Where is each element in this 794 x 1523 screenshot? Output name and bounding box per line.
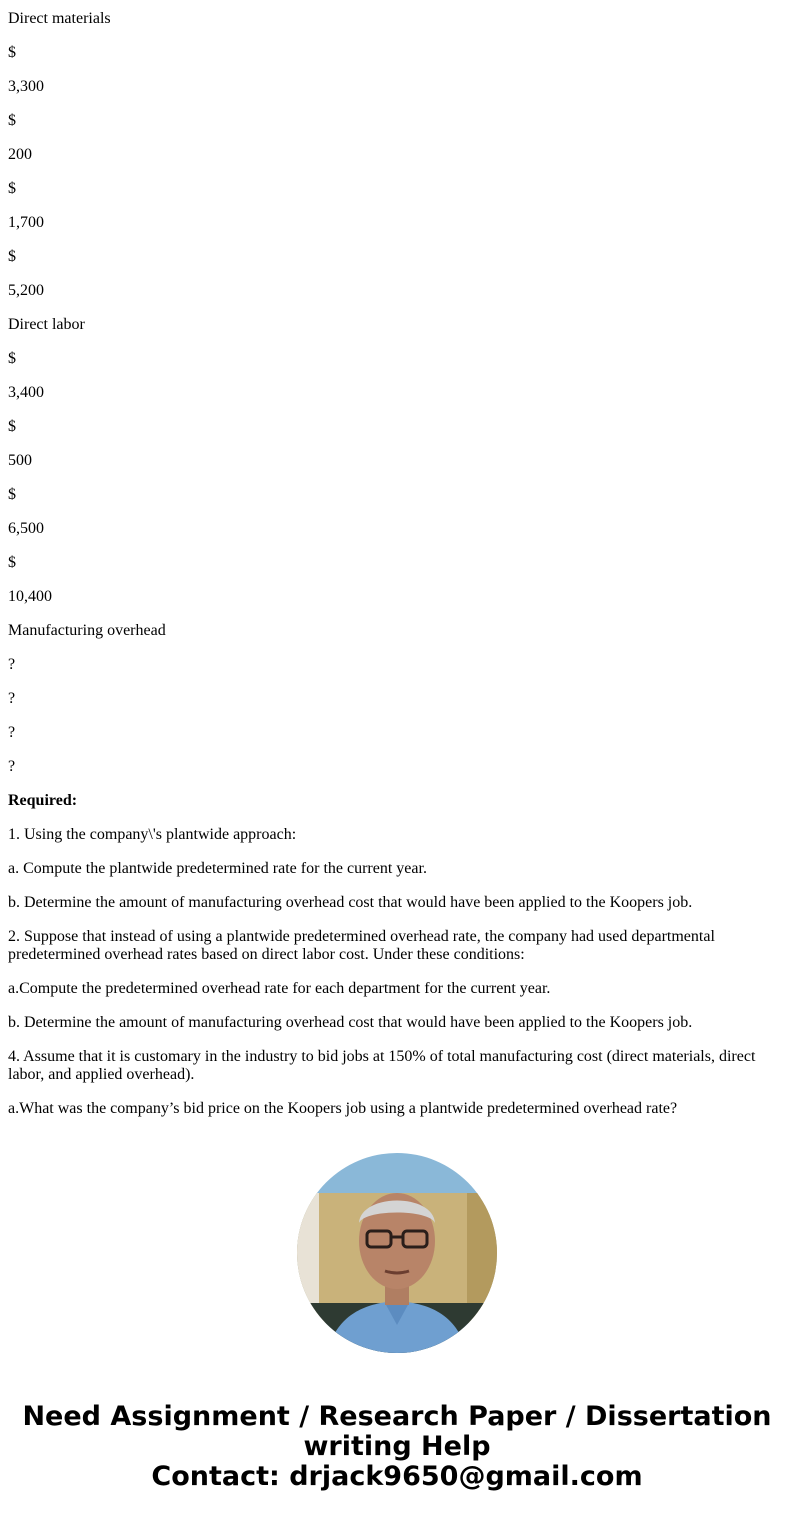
table-cell: 5,200 xyxy=(8,282,44,299)
question-item: a.What was the company’s bid price on the Koopers job using a plantwide predetermined overhead rate? xyxy=(8,1100,678,1117)
table-cell: ? xyxy=(8,724,16,741)
promo-banner xyxy=(0,1402,794,1492)
currency-symbol: $ xyxy=(8,112,16,129)
currency-symbol: $ xyxy=(8,418,16,435)
avatar-portrait-image xyxy=(297,1153,497,1353)
table-cell: 10,400 xyxy=(8,588,52,605)
currency-symbol: $ xyxy=(8,44,16,61)
required-heading: Required: xyxy=(8,792,78,809)
table-cell: ? xyxy=(8,758,16,775)
table-cell: 3,300 xyxy=(8,78,44,95)
currency-symbol: $ xyxy=(8,554,16,571)
table-cell: ? xyxy=(8,656,16,673)
currency-symbol: $ xyxy=(8,350,16,367)
promo-contact: Contact: drjack9650@gmail.com xyxy=(151,1461,643,1492)
table-cell: 200 xyxy=(8,146,32,163)
table-cell: 1,700 xyxy=(8,214,44,231)
currency-symbol: $ xyxy=(8,248,16,265)
table-row-label: Manufacturing overhead xyxy=(8,622,166,639)
table-cell: 500 xyxy=(8,452,32,469)
question-item: 2. Suppose that instead of using a plantwide predetermined overhead rate, the company had used departmental predetermined overhead rates based on direct labor cost. Under these conditions: xyxy=(8,928,715,963)
promo-headline: Need Assignment / Research Paper / Dissertation writing Help xyxy=(22,1401,772,1462)
table-cell: ? xyxy=(8,690,16,707)
question-item: 1. Using the company\'s plantwide approach: xyxy=(8,826,297,843)
question-item: a.Compute the predetermined overhead rate for each department for the current year. xyxy=(8,980,551,997)
table-row-label: Direct labor xyxy=(8,316,85,333)
avatar xyxy=(297,1153,497,1353)
currency-symbol: $ xyxy=(8,180,16,197)
table-cell: 6,500 xyxy=(8,520,44,537)
document-body xyxy=(8,10,778,1134)
table-row-label: Direct materials xyxy=(8,10,111,27)
question-item: b. Determine the amount of manufacturing overhead cost that would have been applied to the Koopers job. xyxy=(8,1014,693,1031)
table-cell: 3,400 xyxy=(8,384,44,401)
currency-symbol: $ xyxy=(8,486,16,503)
question-item: a. Compute the plantwide predetermined rate for the current year. xyxy=(8,860,427,877)
question-item: b. Determine the amount of manufacturing overhead cost that would have been applied to the Koopers job. xyxy=(8,894,693,911)
question-item: 4. Assume that it is customary in the industry to bid jobs at 150% of total manufacturing cost (direct materials, direct labor, and applied overhead). xyxy=(8,1048,756,1083)
